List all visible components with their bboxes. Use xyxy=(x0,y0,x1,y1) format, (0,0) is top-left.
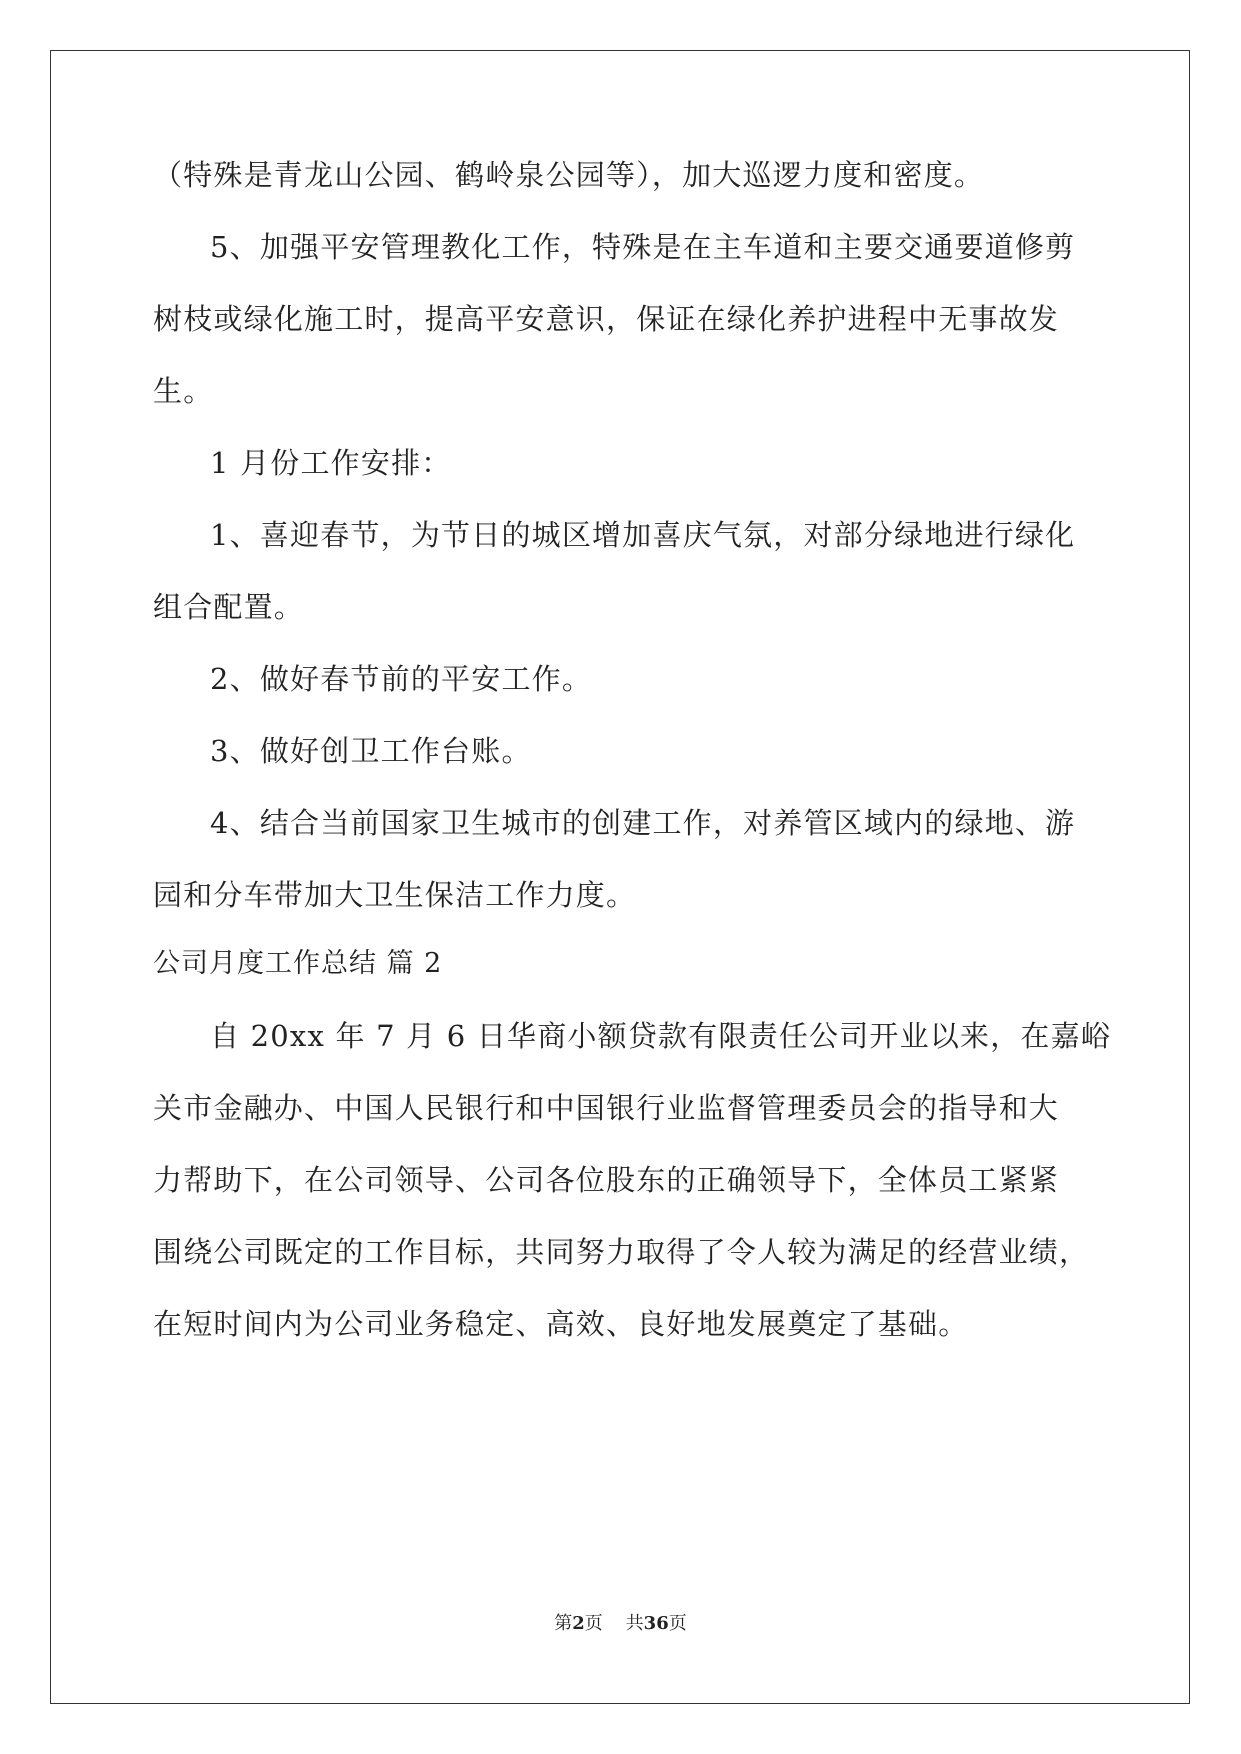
total-pages: 36 xyxy=(643,1613,669,1634)
text-line: 园和分车带加大卫生保洁工作力度。 xyxy=(153,878,637,912)
text-line: （特殊是青龙山公园、鹤岭泉公园等），加大巡逻力度和密度。 xyxy=(153,158,985,192)
text-line: 4、结合当前国家卫生城市的创建工作，对养管区域内的绿地、游 xyxy=(210,806,1076,840)
page-suffix: 页 xyxy=(584,1613,603,1634)
text-line: 围绕公司既定的工作目标，共同努力取得了令人较为满足的经营业绩， xyxy=(153,1235,1090,1269)
page-prefix: 第 xyxy=(554,1613,573,1634)
text-line: 5、加强平安管理教化工作，特殊是在主车道和主要交通要道修剪 xyxy=(210,230,1076,264)
text-line: 组合配置。 xyxy=(153,590,305,624)
text-line: 自 20xx 年 7 月 6 日华商小额贷款有限责任公司开业以来，在嘉峪 xyxy=(210,1019,1112,1053)
text-line: 关市金融办、中国人民银行和中国银行业监督管理委员会的指导和大 xyxy=(153,1091,1060,1125)
page-number: 2 xyxy=(572,1613,585,1634)
page-footer xyxy=(0,1612,1241,1636)
total-suffix: 页 xyxy=(668,1613,687,1634)
text-line: 生。 xyxy=(153,374,214,408)
text-line: 2、做好春节前的平安工作。 xyxy=(210,662,593,696)
total-prefix: 共 xyxy=(625,1613,644,1634)
text-line: 1、喜迎春节，为节日的城区增加喜庆气氛，对部分绿地进行绿化 xyxy=(210,518,1076,552)
text-line: 1 月份工作安排： xyxy=(210,446,452,480)
text-line: 在短时间内为公司业务稳定、高效、良好地发展奠定了基础。 xyxy=(153,1307,969,1341)
section-title: 公司月度工作总结 篇 2 xyxy=(153,948,443,979)
text-line: 3、做好创卫工作台账。 xyxy=(210,734,532,768)
text-line: 树枝或绿化施工时，提高平安意识，保证在绿化养护进程中无事故发 xyxy=(153,302,1060,336)
text-line: 力帮助下，在公司领导、公司各位股东的正确领导下，全体员工紧紧 xyxy=(153,1163,1060,1197)
